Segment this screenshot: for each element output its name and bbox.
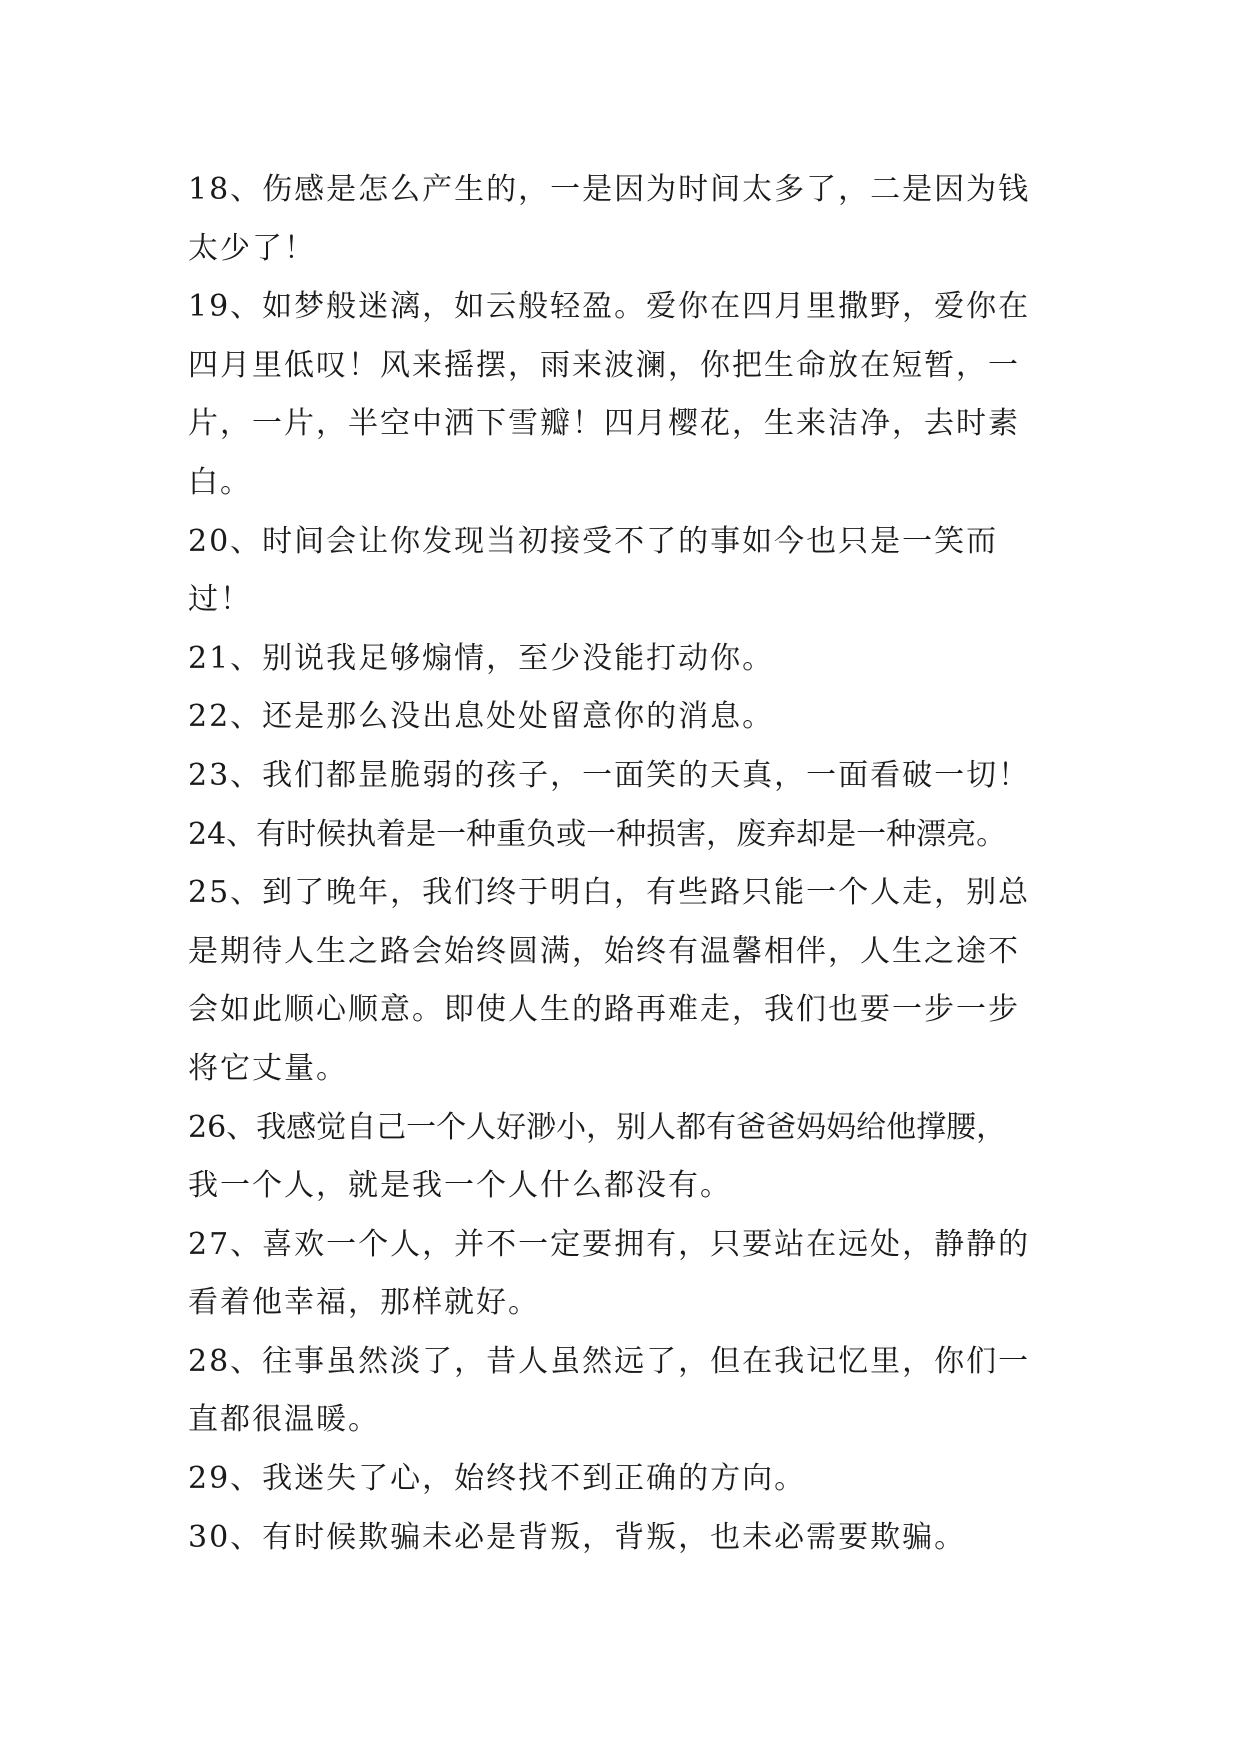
text-line: 23、我们都昰脆弱的孩子，一面笑的天真，一面看破一切！ [188,757,1031,793]
text-line: 21、别说我足够煽情，至少没能打动你。 [188,640,775,676]
text-line: 22、还是那么没出息处处留意你的消息。 [188,699,775,735]
text-line: 19、如梦般迷漓，如云般轻盈。爱你在四月里撒野，爱你在 [188,289,1031,325]
text-line: 看着他幸福，那样就好。 [188,1285,540,1321]
document-body [188,161,1068,1567]
text-line: 25、到了晚年，我们终于明白，有些路只能一个人走，别总 [188,875,1031,911]
text-line: 我一个人，就是我一个人什么都没有。 [188,1168,732,1204]
text-line: 27、喜欢一个人，并不一定要拥有，只要站在远处，静静的 [188,1226,1031,1262]
text-line: 过！ [188,582,252,618]
text-line: 会如此顺心顺意。即使人生的路再难走，我们也要一步一步 [188,992,1020,1028]
text-line: 是期待人生之路会始终圆满，始终有温馨相伴，人生之途不 [188,933,1020,969]
text-line: 26、我感觉自己一个人好渺小，别人都有爸爸妈妈给他撑腰， [188,1109,1007,1145]
text-line: 太少了！ [188,230,316,266]
text-line: 18、伤感是怎么产生的，一是因为时间太多了，二是因为钱 [188,172,1031,207]
text-line: 30、有时候欺骗未必是背叛，背叛，也未必需要欺骗。 [188,1519,967,1555]
text-line: 片，一片，半空中洒下雪瓣！四月樱花，生来洁净，去时素 [188,406,1020,442]
text-line: 28、往事虽然淡了，昔人虽然远了，但在我记忆里，你们一 [188,1343,1031,1379]
text-line: 四月里低叹！风来摇摆，雨来波澜，你把生命放在短暂，一 [188,347,1020,383]
text-line: 24、有时候执着是一种重负或一种损害，废弃却是一种漂亮。 [188,816,1007,852]
text-line: 白。 [188,464,252,500]
text-line: 20、时间会让你发现当初接受不了的事如今也只是一笑而 [188,523,999,559]
text-line: 29、我迷失了心，始终找不到正确的方向。 [188,1461,807,1497]
text-line: 直都很温暖。 [188,1402,380,1438]
text-line: 将它丈量。 [188,1050,348,1086]
